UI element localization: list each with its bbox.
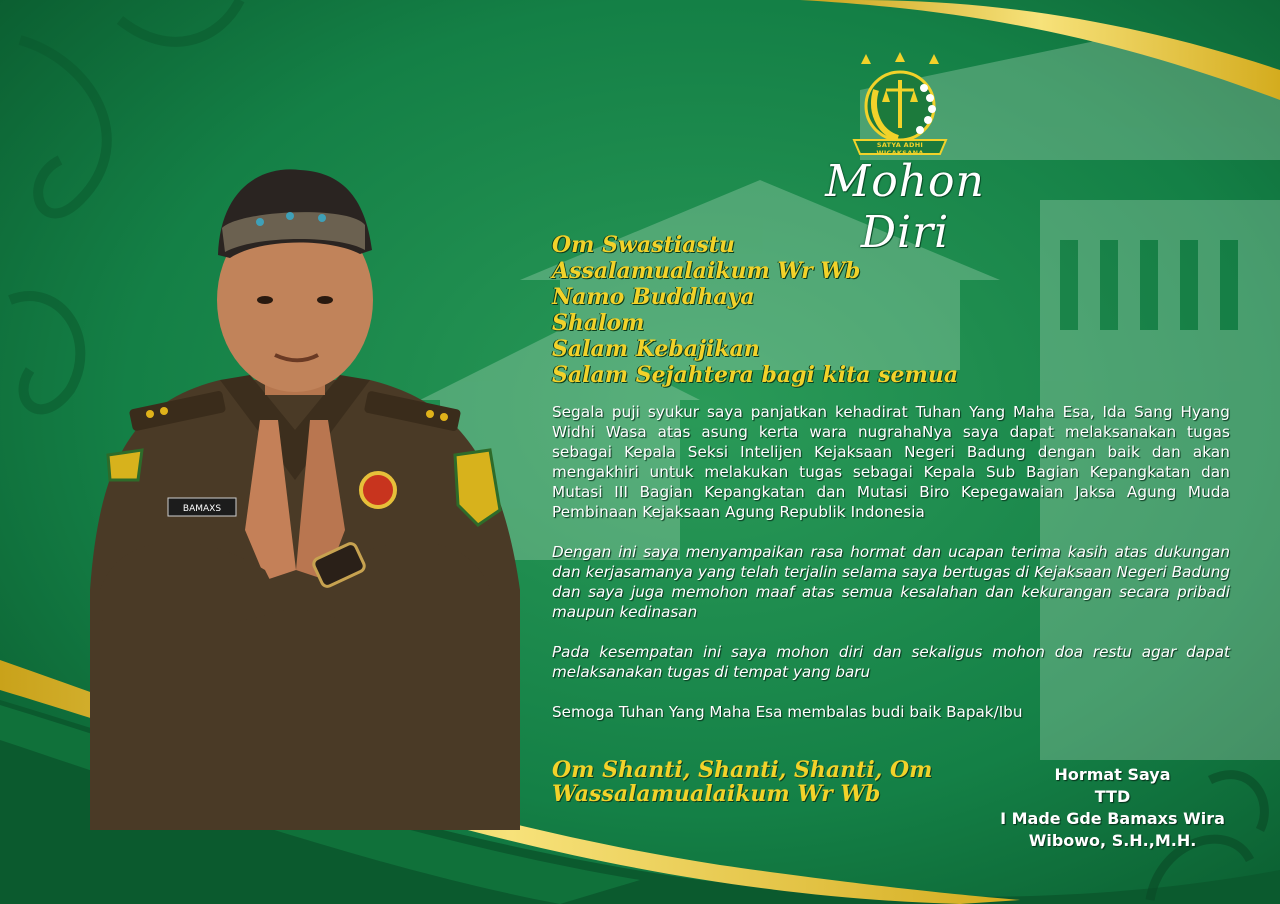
signature-regards: Hormat Saya: [1054, 765, 1171, 784]
signature-title: Wibowo, S.H.,M.H.: [1028, 831, 1197, 850]
greeting-line: Namo Buddhaya: [552, 284, 755, 310]
signature-name: I Made Gde Bamaxs Wira: [1000, 809, 1225, 828]
paragraph-farewell: Pada kesempatan ini saya mohon diri dan sekaligus mohon doa restu agar dapat melaksanakan tugas di tempat yang baru: [552, 643, 1230, 681]
greeting-line: Assalamualaikum Wr Wb: [552, 258, 861, 284]
closing-line: Om Shanti, Shanti, Shanti, Om: [552, 757, 933, 783]
paragraph-thanks: Dengan ini saya menyampaikan rasa hormat dan ucapan terima kasih atas dukungan dan kerjasamanya yang telah terjalin selama saya bertugas di Kejaksaan Negeri Badung dan saya juga memohon maaf atas semua kesalahan dan kekurangan secara pribadi maupun kedinasan: [552, 543, 1230, 621]
greeting-line: Salam Sejahtera bagi kita semua: [552, 362, 959, 388]
paragraph-gratitude: Segala puji syukur saya panjatkan kehadirat Tuhan Yang Maha Esa, Ida Sang Hyang Widhi Wasa atas asung kerta wara nugrahaNya saya dapat melaksanakan tugas sebagai Kepala Seksi Intelijen Kejaksaan Negeri Badung dengan baik dan akan mengakhiri untuk melakukan tugas sebagai Kepala Sub Bagian Kepangkatan dan Mutasi III Bagian Kepangkatan dan Mutasi Biro Kepegawaian Jaksa Agung Muda Pembinaan Kejaksaan Agung Republik Indonesia: [552, 403, 1230, 521]
official-portrait: [60, 150, 530, 830]
greeting-line: Salam Kebajikan: [552, 336, 760, 362]
signature-block: [990, 764, 1235, 852]
closing-list: [552, 758, 932, 806]
signature-ttd: TTD: [1094, 787, 1131, 806]
greeting-line: Om Swastiastu: [552, 232, 735, 258]
page-title: Mohon Diri: [825, 156, 985, 258]
closing-line: Wassalamualaikum Wr Wb: [552, 781, 881, 807]
name-tag: BAMAXS: [182, 504, 222, 514]
paragraph-blessing: Semoga Tuhan Yang Maha Esa membalas budi baik Bapak/Ibu: [552, 703, 1023, 721]
message-body: [552, 402, 1230, 742]
logo-motto: SATYA ADHI WICAKSANA: [876, 141, 924, 157]
greeting-line: Shalom: [552, 310, 645, 336]
greetings-list: [552, 232, 958, 388]
